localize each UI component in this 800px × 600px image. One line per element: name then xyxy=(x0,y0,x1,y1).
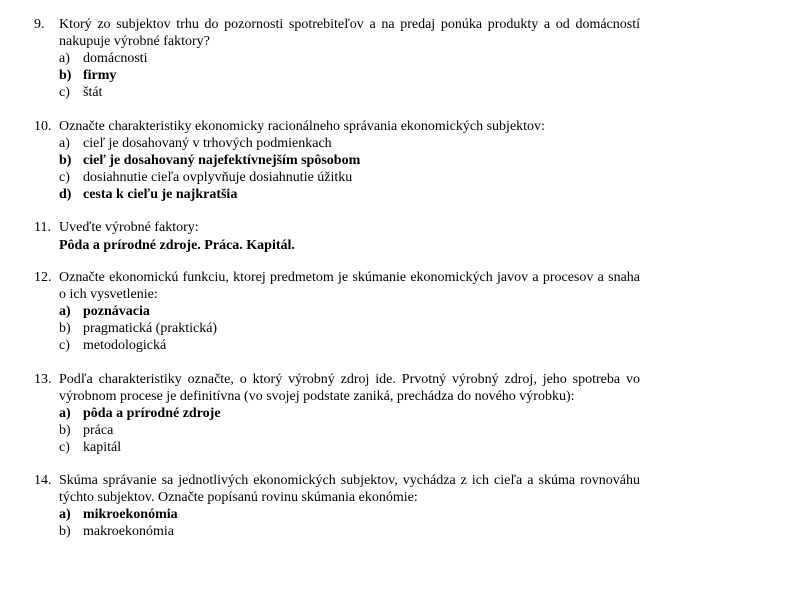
option-a xyxy=(59,135,640,152)
question-14 xyxy=(34,472,640,540)
option-a xyxy=(59,303,640,320)
option-text: cieľ je dosahovaný v trhových podmienkach xyxy=(83,136,332,151)
option-c xyxy=(59,84,640,101)
option-letter: c) xyxy=(59,85,70,100)
option-b xyxy=(59,152,640,169)
option-text: dosiahnutie cieľa ovplyvňuje dosiahnutie úžitku xyxy=(83,170,353,185)
options-list xyxy=(59,135,640,203)
option-a xyxy=(59,50,640,67)
question-number: 12. xyxy=(34,270,52,285)
question-text: Označte charakteristiky ekonomicky racionálneho správania ekonomických subjektov: xyxy=(59,119,545,134)
option-text: makroekonómia xyxy=(83,524,174,539)
question-number: 14. xyxy=(34,473,52,488)
question-text: Skúma správanie sa jednotlivých ekonomických subjektov, vychádza z ich cieľa a skúma rovnováhu týchto subjektov. Označte popísanú rovinu skúmania ekonómie: xyxy=(59,473,640,505)
option-a xyxy=(59,506,640,523)
option-letter: a) xyxy=(59,406,71,421)
question-number: 11. xyxy=(34,220,51,235)
question-number: 9. xyxy=(34,17,45,32)
option-text: poznávacia xyxy=(83,304,150,319)
option-letter: a) xyxy=(59,136,70,151)
option-text: metodologická xyxy=(83,338,167,353)
option-c xyxy=(59,337,640,354)
option-d xyxy=(59,186,640,203)
option-text: mikroekonómia xyxy=(83,507,178,522)
option-letter: b) xyxy=(59,153,72,168)
option-b xyxy=(59,422,640,439)
question-13 xyxy=(34,371,640,456)
option-b xyxy=(59,67,640,84)
option-text: cesta k cieľu je najkratšia xyxy=(83,187,238,202)
question-number: 13. xyxy=(34,372,52,387)
question-12 xyxy=(34,269,640,354)
options-list xyxy=(59,50,640,101)
question-10 xyxy=(34,118,640,203)
option-letter: a) xyxy=(59,304,71,319)
options-list xyxy=(59,303,640,354)
option-text: cieľ je dosahovaný najefektívnejším spôsobom xyxy=(83,153,361,168)
option-letter: b) xyxy=(59,524,71,539)
option-text: firmy xyxy=(83,68,117,83)
option-text: práca xyxy=(83,423,114,438)
option-letter: c) xyxy=(59,440,70,455)
option-letter: b) xyxy=(59,68,72,83)
option-text: pragmatická (praktická) xyxy=(83,321,218,336)
option-b xyxy=(59,320,640,337)
question-text: Označte ekonomickú funkciu, ktorej predmetom je skúmanie ekonomických javov a procesov a snaha o ich vysvetlenie: xyxy=(59,270,640,302)
option-text: domácnosti xyxy=(83,51,148,66)
options-list xyxy=(59,405,640,456)
question-11 xyxy=(34,219,640,254)
option-letter: b) xyxy=(59,423,71,438)
options-list xyxy=(59,506,640,540)
option-letter: a) xyxy=(59,51,70,66)
question-number: 10. xyxy=(34,119,52,134)
question-text: Podľa charakteristiky označte, o ktorý výrobný zdroj ide. Prvotný výrobný zdroj, jeho spotreba vo výrobnom procese je definitívna (vo svojej podstate zaniká, prechádza do nového výrobku): xyxy=(59,372,640,404)
option-letter: b) xyxy=(59,321,71,336)
option-c xyxy=(59,169,640,186)
option-a xyxy=(59,405,640,422)
question-text: Ktorý zo subjektov trhu do pozornosti spotrebiteľov a na predaj ponúka produkty a od domácností nakupuje výrobné faktory? xyxy=(59,17,640,49)
option-letter: d) xyxy=(59,187,72,202)
option-text: pôda a prírodné zdroje xyxy=(83,406,221,421)
option-text: kapitál xyxy=(83,440,122,455)
option-c xyxy=(59,439,640,456)
option-text: štát xyxy=(83,85,103,100)
question-text: Uveďte výrobné faktory: xyxy=(59,220,199,235)
option-letter: c) xyxy=(59,170,70,185)
question-9 xyxy=(34,16,640,101)
option-letter: c) xyxy=(59,338,70,353)
option-b xyxy=(59,523,640,540)
answer-text: Pôda a prírodné zdroje. Práca. Kapitál. xyxy=(59,238,295,253)
option-letter: a) xyxy=(59,507,71,522)
